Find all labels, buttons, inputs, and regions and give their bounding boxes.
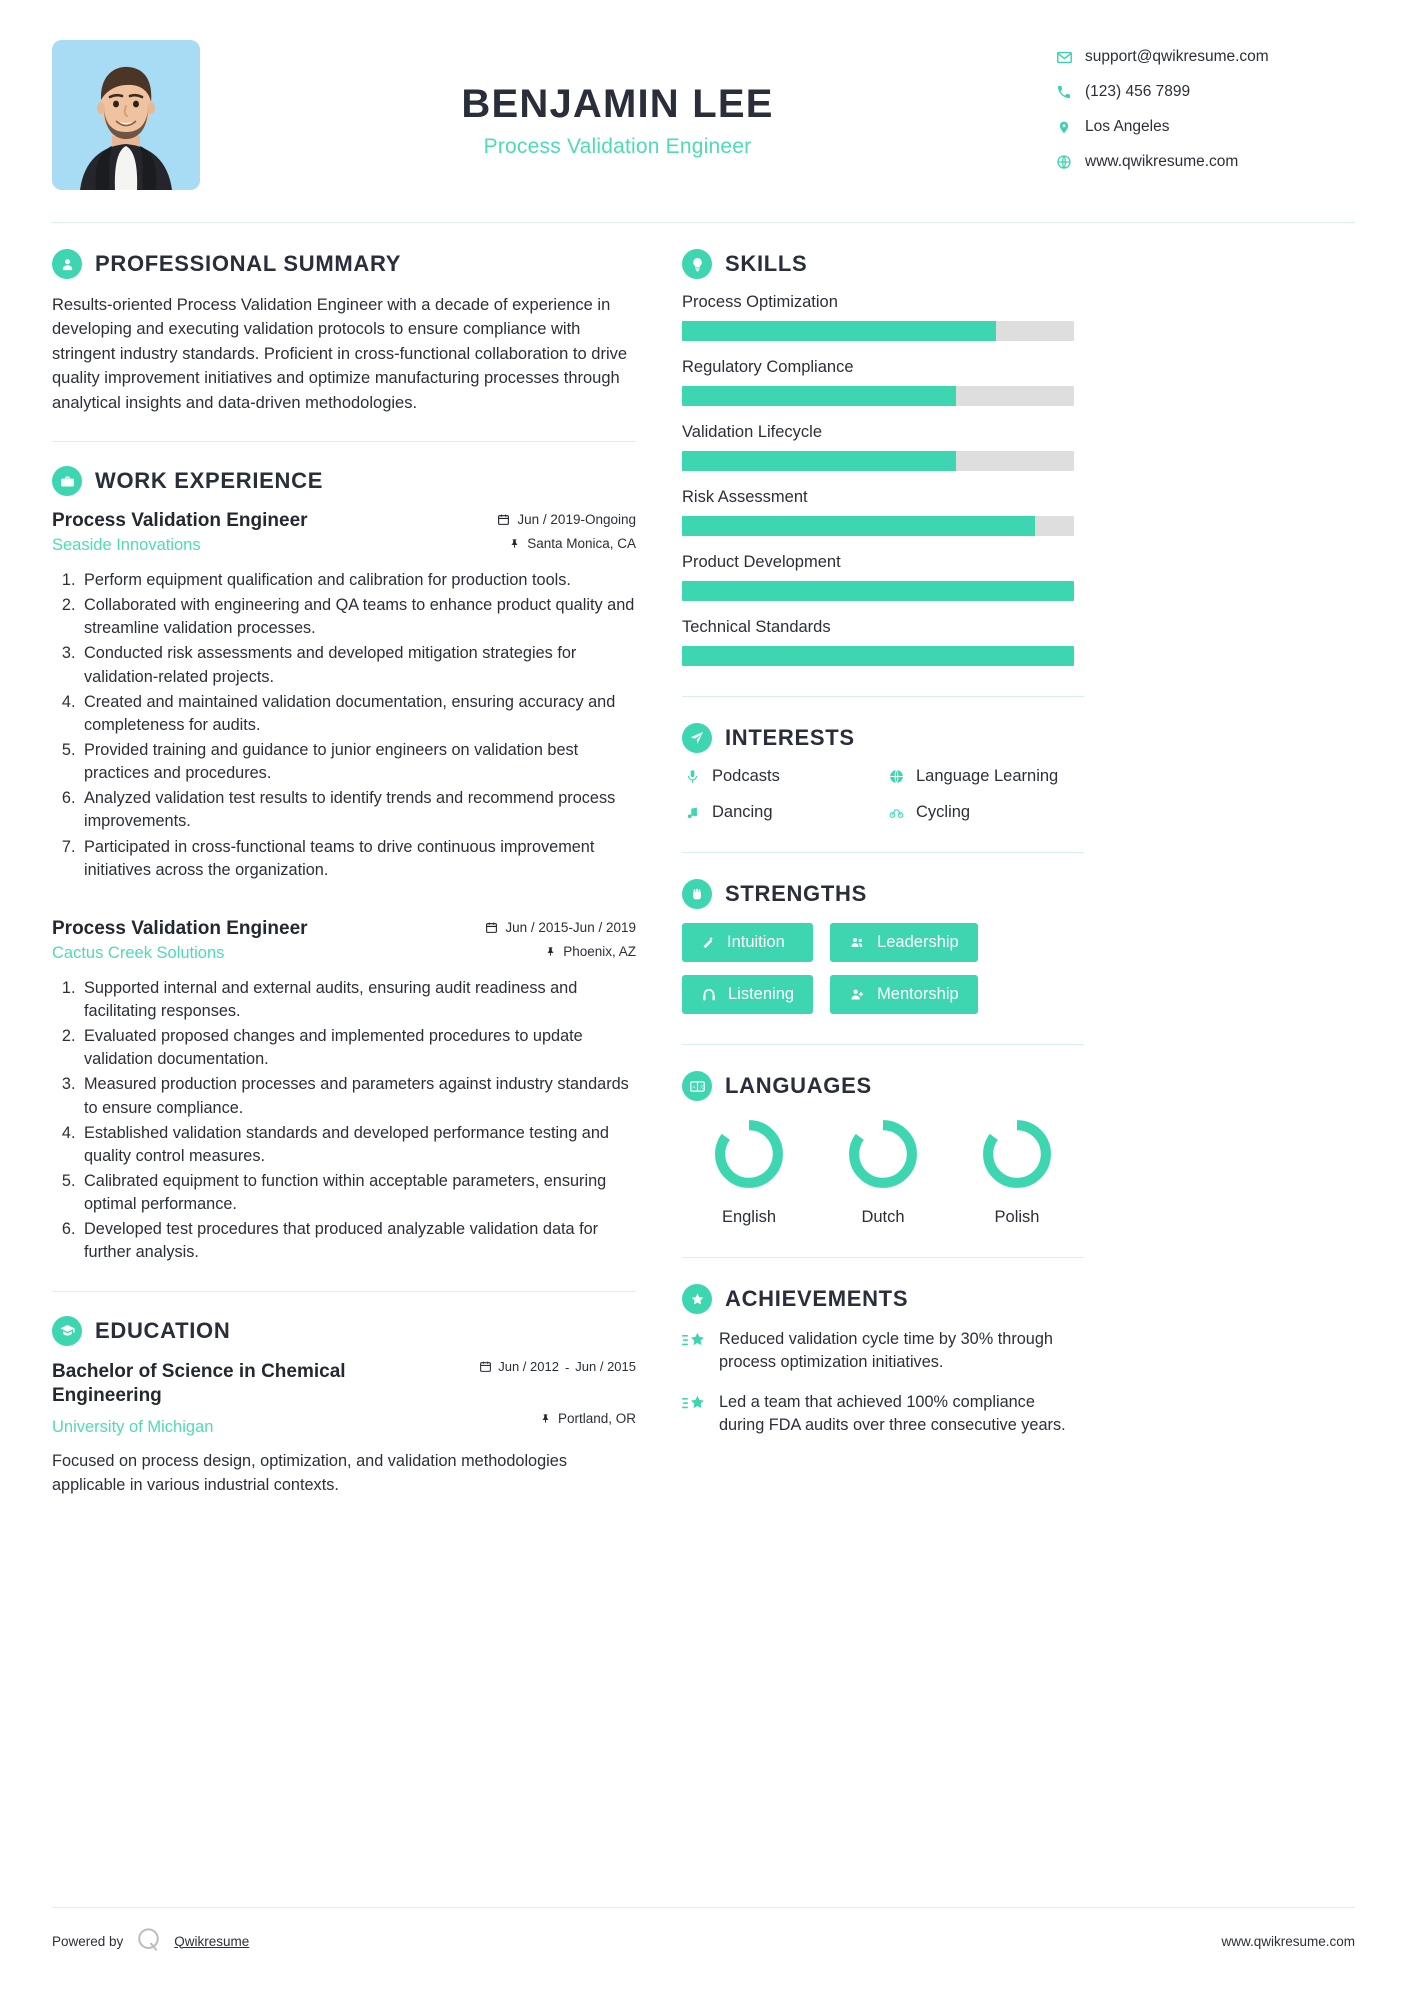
globe-icon xyxy=(886,768,906,785)
section-work-experience xyxy=(52,466,636,1265)
contact-email[interactable] xyxy=(1055,48,1355,66)
interests-grid xyxy=(682,767,1084,822)
skill-bar-fill xyxy=(682,646,1074,666)
achievement-text: Led a team that achieved 100% compliance during FDA audits over three consecutive years. xyxy=(719,1393,1066,1435)
education-description: Focused on process design, optimization, and validation methodologies applicable in various industrial contexts. xyxy=(52,1451,567,1494)
user-plus-icon xyxy=(849,987,866,1002)
job-bullet: 6. Developed test procedures that produced analyzable validation data for further analysis. xyxy=(80,1218,636,1264)
contact-email-text: support@qwikresume.com xyxy=(1085,48,1269,65)
footer-website: www.qwikresume.com xyxy=(1221,1933,1355,1949)
job-dates xyxy=(497,512,636,527)
name-block xyxy=(200,40,1055,159)
job-company: Seaside Innovations xyxy=(52,536,201,555)
shooting-star-icon xyxy=(682,1393,706,1420)
summary-text: Results-oriented Process Validation Engineer with a decade of experience in developing and executing validation protocols to ensure compliance with stringent industry standards. Proficient in cross-functional collaboration to drive quality improvement initiatives and optimize manufacturing processes through analytical insights and data-driven methodologies. xyxy=(52,296,628,412)
languages-divider xyxy=(682,1257,1084,1258)
job-bullet: 3. Conducted risk assessments and developed mitigation strategies for validation-related projects. xyxy=(80,642,636,688)
job-bullet: 1. Perform equipment qualification and calibration for production tools. xyxy=(80,569,636,592)
education-title: EDUCATION xyxy=(95,1317,231,1343)
education-date-end: Jun / 2015 xyxy=(575,1359,636,1375)
skills-divider xyxy=(682,696,1084,697)
translate-icon xyxy=(682,1071,712,1101)
resume-footer xyxy=(52,1907,1355,1956)
achievements-title: ACHIEVEMENTS xyxy=(725,1286,909,1311)
interest-label: Language Learning xyxy=(916,767,1059,785)
skill-bar-track xyxy=(682,451,1074,471)
skill-bar-fill xyxy=(682,386,956,406)
star-badge-icon xyxy=(682,1284,712,1314)
powered-by-label: Powered by xyxy=(52,1933,124,1949)
skill-label: Technical Standards xyxy=(682,618,831,636)
strength-label: Mentorship xyxy=(877,985,959,1003)
work-divider xyxy=(52,1291,636,1292)
education-item xyxy=(52,1360,636,1409)
job-location xyxy=(545,944,636,959)
languages-heading xyxy=(682,1071,1084,1101)
footer-divider xyxy=(52,1907,1355,1908)
summary-divider xyxy=(52,441,636,442)
contact-phone[interactable] xyxy=(1055,83,1355,101)
skill-bar-fill xyxy=(682,581,1074,601)
interest-label: Dancing xyxy=(712,803,773,821)
education-subrow xyxy=(52,1411,636,1437)
interest-item xyxy=(682,803,880,822)
job-bullet: 4. Established validation standards and developed performance testing and quality control measures. xyxy=(80,1122,636,1168)
education-school: University of Michigan xyxy=(52,1417,214,1436)
job-title: Process Validation Engineer xyxy=(483,135,752,158)
strength-label: Leadership xyxy=(877,933,959,951)
interest-item xyxy=(682,767,880,786)
contact-website[interactable] xyxy=(1055,153,1355,171)
calendar-icon xyxy=(479,1360,492,1376)
languages-title: LANGUAGES xyxy=(725,1073,872,1098)
calendar-icon xyxy=(497,513,510,526)
language-progress-ring xyxy=(844,1115,922,1193)
skill-bar-fill xyxy=(682,321,996,341)
avatar-illustration xyxy=(52,40,200,190)
job-bullet: 2. Evaluated proposed changes and implemented procedures to update validation documentation. xyxy=(80,1025,636,1071)
skill-label: Risk Assessment xyxy=(682,488,808,506)
achievements-heading xyxy=(682,1284,1084,1314)
language-progress-ring xyxy=(710,1115,788,1193)
skill-bar-fill xyxy=(682,451,956,471)
job-dates xyxy=(485,920,636,935)
interest-label: Cycling xyxy=(916,803,971,821)
job-company: Cactus Creek Solutions xyxy=(52,943,225,962)
summary-heading xyxy=(52,249,636,279)
job-dates-text: Jun / 2015-Jun / 2019 xyxy=(505,919,636,935)
lightbulb-icon xyxy=(682,249,712,279)
full-name: BENJAMIN LEE xyxy=(461,82,774,126)
right-column xyxy=(664,223,1084,1497)
job-position: Process Validation Engineer xyxy=(52,917,308,939)
job-bullet: 1. Supported internal and external audits, ensuring audit readiness and facilitating responses. xyxy=(80,977,636,1023)
education-location xyxy=(540,1411,636,1426)
pin-icon xyxy=(509,537,520,550)
job-location-text: Phoenix, AZ xyxy=(563,943,636,959)
graduation-icon xyxy=(52,1316,82,1346)
contact-location xyxy=(1055,118,1355,136)
achievement-item xyxy=(682,1328,1084,1374)
phone-icon xyxy=(1055,83,1073,101)
work-title: WORK EXPERIENCE xyxy=(95,468,324,494)
skill-item xyxy=(682,488,1084,536)
skill-label: Process Optimization xyxy=(682,293,838,311)
interest-item xyxy=(886,803,1084,822)
skills-title: SKILLS xyxy=(725,251,808,276)
skill-item xyxy=(682,553,1084,601)
profile-photo xyxy=(52,40,200,190)
job-position: Process Validation Engineer xyxy=(52,510,308,532)
language-progress-ring xyxy=(978,1115,1056,1193)
strengths-heading xyxy=(682,879,1084,909)
achievement-text: Reduced validation cycle time by 30% through process optimization initiatives. xyxy=(719,1330,1053,1372)
work-item xyxy=(52,918,636,1265)
language-label: Polish xyxy=(994,1208,1040,1226)
interest-item xyxy=(886,767,1084,786)
strength-item xyxy=(830,923,978,962)
language-label: English xyxy=(721,1208,777,1226)
language-label: Dutch xyxy=(861,1208,905,1226)
work-item xyxy=(52,510,636,882)
strengths-title: STRENGTHS xyxy=(725,881,867,906)
briefcase-icon xyxy=(52,466,82,496)
section-strengths xyxy=(682,879,1084,1014)
paper-plane-icon xyxy=(682,723,712,753)
magic-wand-icon xyxy=(701,935,716,950)
job-bullets xyxy=(52,977,636,1265)
interests-heading xyxy=(682,723,1084,753)
job-bullet: 5. Provided training and guidance to junior engineers on validation best practices and procedures. xyxy=(80,739,636,785)
education-heading xyxy=(52,1316,636,1346)
job-bullet: 7. Participated in cross-functional teams to drive continuous improvement initiatives across the organization. xyxy=(80,836,636,882)
strength-label: Listening xyxy=(728,985,795,1003)
strength-item xyxy=(830,975,978,1014)
interest-label: Podcasts xyxy=(712,767,780,785)
language-item xyxy=(710,1115,788,1227)
skill-label: Product Development xyxy=(682,553,841,571)
strength-item xyxy=(682,975,813,1014)
fist-icon xyxy=(682,879,712,909)
powered-by-block xyxy=(52,1926,249,1956)
contact-phone-text: (123) 456 7899 xyxy=(1085,83,1191,100)
user-circle-icon xyxy=(52,249,82,279)
job-bullet: 3. Measured production processes and parameters against industry standards to ensure compliance. xyxy=(80,1073,636,1119)
calendar-icon xyxy=(485,921,498,934)
section-languages xyxy=(682,1071,1084,1227)
section-education xyxy=(52,1316,636,1498)
section-achievements xyxy=(682,1284,1084,1438)
bicycle-icon xyxy=(886,805,906,820)
skill-bar-track xyxy=(682,386,1074,406)
resume-header xyxy=(52,0,1355,190)
education-location-text: Portland, OR xyxy=(557,1410,636,1426)
interests-divider xyxy=(682,852,1084,853)
work-item-spacer xyxy=(52,888,636,918)
section-interests xyxy=(682,723,1084,822)
skill-item xyxy=(682,293,1084,341)
language-item xyxy=(978,1115,1056,1227)
strengths-divider xyxy=(682,1044,1084,1045)
education-date-start: Jun / 2012 xyxy=(498,1359,559,1375)
education-degree: Bachelor of Science in Chemical Engineering xyxy=(52,1360,346,1407)
education-dates xyxy=(479,1360,636,1376)
microphone-icon xyxy=(682,768,702,785)
strength-label: Intuition xyxy=(727,933,785,951)
summary-title: PROFESSIONAL SUMMARY xyxy=(95,251,402,276)
job-bullet: 5. Calibrated equipment to function within acceptable parameters, ensuring optimal performance. xyxy=(80,1170,636,1216)
job-dates-text: Jun / 2019-Ongoing xyxy=(517,512,636,528)
skill-bar-track xyxy=(682,646,1074,666)
achievement-item xyxy=(682,1391,1084,1437)
job-bullet: 6. Analyzed validation test results to identify trends and recommend process improvements. xyxy=(80,787,636,833)
map-pin-icon xyxy=(1055,118,1073,136)
pin-icon xyxy=(545,945,556,958)
svg-text:A: A xyxy=(691,1084,696,1090)
skill-item xyxy=(682,423,1084,471)
skill-bar-track xyxy=(682,321,1074,341)
section-professional-summary xyxy=(52,249,636,415)
pin-icon xyxy=(540,1412,551,1425)
left-column xyxy=(52,223,664,1497)
skill-bar-fill xyxy=(682,516,1035,536)
skill-bar-track xyxy=(682,516,1074,536)
resume-body xyxy=(52,223,1355,1497)
skill-item xyxy=(682,618,1084,666)
language-item xyxy=(844,1115,922,1227)
headphones-icon xyxy=(701,987,717,1003)
job-bullet: 2. Collaborated with engineering and QA teams to enhance product quality and streamline validation processes. xyxy=(80,594,636,640)
section-skills xyxy=(682,249,1084,666)
interests-title: INTERESTS xyxy=(725,725,855,750)
skill-label: Validation Lifecycle xyxy=(682,423,823,441)
education-date-sep: - xyxy=(564,1360,570,1376)
skill-item xyxy=(682,358,1084,406)
languages-grid xyxy=(682,1115,1084,1227)
music-note-icon xyxy=(682,804,702,821)
job-bullets xyxy=(52,569,636,882)
job-location xyxy=(509,536,636,551)
qwikresume-link[interactable]: Qwikresume xyxy=(174,1933,250,1949)
globe-icon xyxy=(1055,153,1073,171)
job-location-text: Santa Monica, CA xyxy=(527,536,636,552)
qwikresume-logo-icon xyxy=(135,1926,162,1956)
users-icon xyxy=(849,935,866,950)
job-bullet: 4. Created and maintained validation documentation, ensuring accuracy and completeness for audits. xyxy=(80,691,636,737)
svg-text:文: 文 xyxy=(698,1084,704,1090)
envelope-icon xyxy=(1055,48,1073,66)
strength-item xyxy=(682,923,813,962)
skill-label: Regulatory Compliance xyxy=(682,358,854,376)
skills-heading xyxy=(682,249,1084,279)
contact-list xyxy=(1055,40,1355,188)
work-heading xyxy=(52,466,636,496)
shooting-star-icon xyxy=(682,1330,706,1357)
contact-website-text: www.qwikresume.com xyxy=(1085,153,1239,170)
contact-location-text: Los Angeles xyxy=(1085,118,1170,135)
strengths-grid xyxy=(682,923,1084,1014)
skill-bar-track xyxy=(682,581,1074,601)
